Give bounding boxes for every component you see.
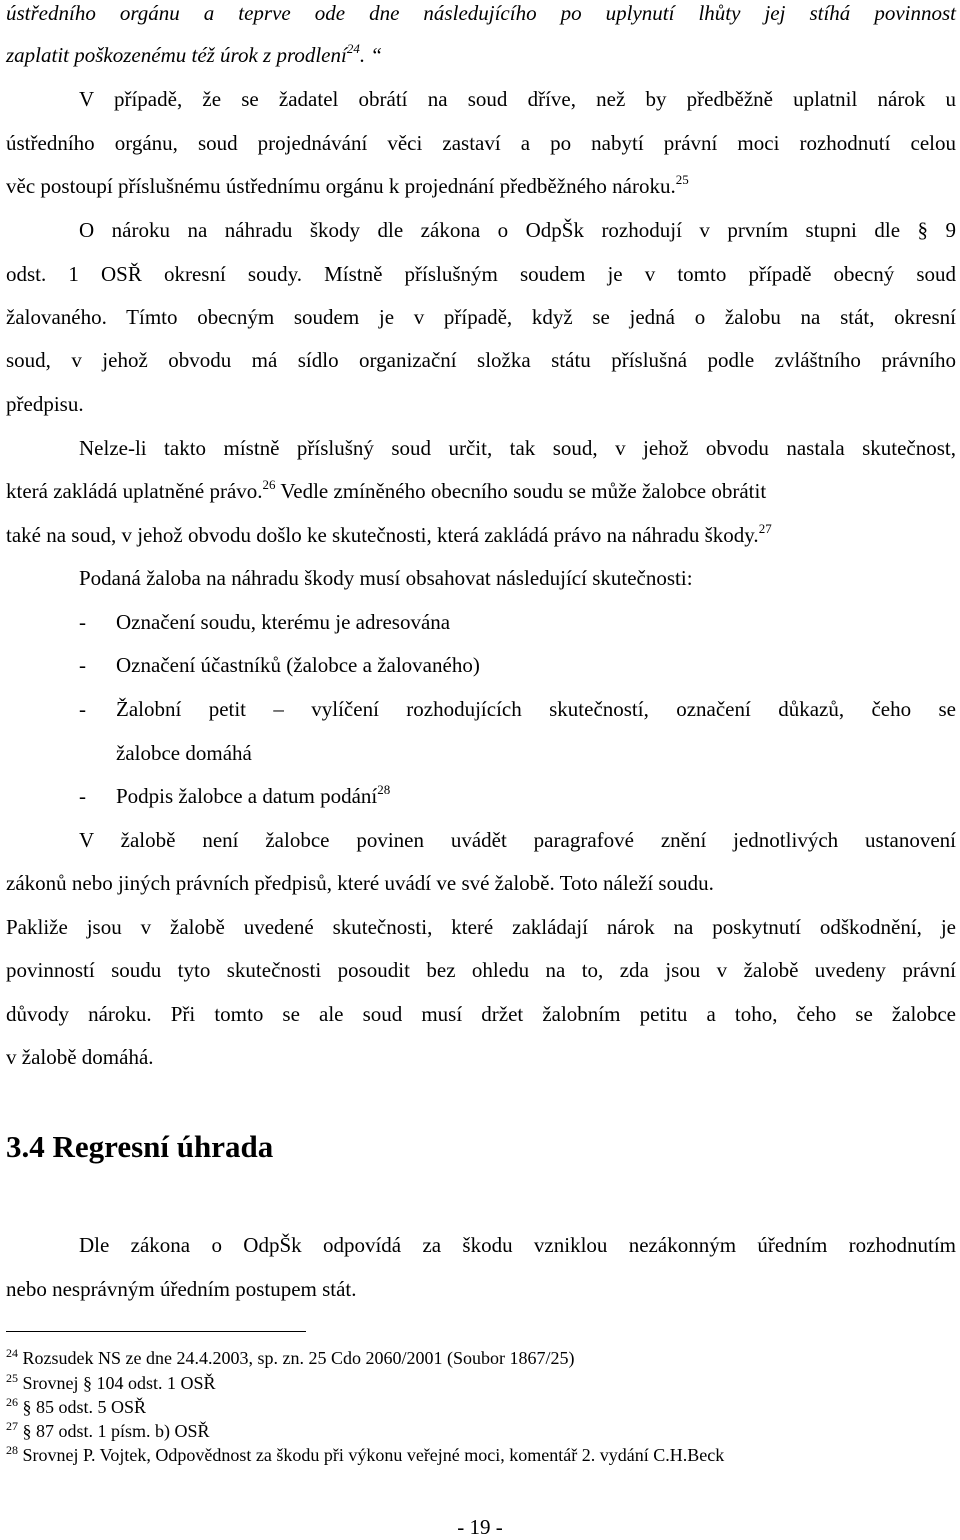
footnote-text: Srovnej P. Vojtek, Odpovědnost za škodu při výkonu veřejné moci, komentář 2. vydání C.H.Beck (22, 1445, 725, 1465)
text-line: předpisu. (6, 392, 84, 416)
list-item (79, 783, 956, 812)
page-number: - 19 - (457, 1515, 503, 1539)
text-segment: věc postoupí příslušnému ústřednímu orgánu k projednání předběžného nároku. (6, 174, 676, 198)
text-line: V případě, že se žadatel obrátí na soud dříve, než by předběžně uplatnil nárok u (79, 87, 956, 111)
list-item (79, 652, 956, 678)
footnote-text: § 85 odst. 5 OSŘ (22, 1397, 147, 1417)
text-line: soud, v jehož obvodu má sídlo organizační složka státu příslušná podle zvláštního právního (6, 348, 956, 372)
list-dash: - (79, 653, 86, 677)
list-item (79, 696, 956, 722)
text-line: nebo nesprávným úředním postupem stát. (6, 1277, 357, 1301)
text-line: V žalobě není žalobce povinen uvádět paragrafové znění jednotlivých ustanovení (79, 828, 956, 852)
text-segment: která zakládá uplatněné právo. (6, 479, 263, 503)
text-segment: zaplatit poškozenému též úrok z prodlení (6, 43, 347, 67)
text-segment: . “ (359, 43, 383, 67)
text-line: povinností soudu tyto skutečnosti posoudit bez ohledu na to, zda jsou v žalobě uvedeny právní (6, 958, 956, 982)
text-line: O nároku na náhradu škody dle zákona o OdpŠk rozhodují v prvním stupni dle § 9 (79, 218, 956, 242)
footnote (6, 1444, 724, 1468)
footnote (6, 1372, 216, 1396)
text-line: zákonů nebo jiných právních předpisů, které uvádí ve své žalobě. Toto náleží soudu. (6, 871, 714, 895)
list-item-text: Podpis žalobce a datum podání (116, 784, 378, 808)
list-item-text: Označení soudu, kterému je adresována (116, 610, 451, 634)
text-line (6, 173, 956, 202)
text-segment: Vedle zmíněného obecního soudu se může žalobce obrátit (275, 479, 767, 503)
text-segment: také na soud, v jehož obvodu došlo ke skutečnosti, která zakládá právo na náhradu škody. (6, 523, 759, 547)
text-line (6, 522, 956, 551)
text-line: v žalobě domáhá. (6, 1045, 154, 1069)
text-line: Dle zákona o OdpŠk odpovídá za škodu vzniklou nezákonným úředním rozhodnutím (79, 1233, 956, 1257)
footnote-text: Srovnej § 104 odst. 1 OSŘ (22, 1373, 216, 1393)
footnote-number: 26 (6, 1395, 18, 1409)
footnote-number: 27 (6, 1419, 18, 1433)
text-line: žalovaného. Tímto obecným soudem je v případě, když se jedná o žalobu na stát, okresní (6, 305, 956, 329)
footnote-text: Rozsudek NS ze dne 24.4.2003, sp. zn. 25 Cdo 2060/2001 (Soubor 1867/25) (22, 1348, 575, 1368)
text-line (6, 42, 956, 71)
text-line: ústředního orgánu, soud projednávání věci zastaví a po nabytí právní moci rozhodnutí celou (6, 131, 956, 155)
list-dash: - (79, 784, 86, 808)
list-item-continuation: žalobce domáhá (116, 741, 252, 765)
list-dash: - (79, 610, 86, 634)
footnote (6, 1347, 574, 1371)
list-item-text: Žalobní petit – vylíčení rozhodujících skutečností, označení důkazů, čeho se (116, 697, 956, 721)
list-item (79, 609, 956, 635)
text-line: Nelze-li takto místně příslušný soud určit, tak soud, v jehož obvodu nastala skutečnost, (79, 436, 956, 460)
footnote-text: § 87 odst. 1 písm. b) OSŘ (22, 1421, 210, 1441)
footnote (6, 1420, 210, 1444)
footnote-ref: 26 (262, 477, 276, 492)
text-line (6, 478, 956, 507)
footnote-ref: 27 (758, 521, 772, 536)
footnote-separator (6, 1331, 306, 1332)
text-line: Pakliže jsou v žalobě uvedené skutečnosti, které zakládají nárok na poskytnutí odškodnění, je (6, 915, 956, 939)
footnote-number: 24 (6, 1346, 18, 1360)
footnote-ref: 25 (675, 172, 689, 187)
section-heading: 3.4 Regresní úhrada (6, 1129, 274, 1164)
footnote-ref: 24 (346, 41, 360, 56)
footnote-number: 25 (6, 1371, 18, 1385)
list-item-text: Označení účastníků (žalobce a žalovaného) (116, 653, 480, 677)
text-line: důvody nároku. Při tomto se ale soud musí držet žalobním petitu a toho, čeho se žalobce (6, 1002, 956, 1026)
text-line: Podaná žaloba na náhradu škody musí obsahovat následující skutečnosti: (79, 566, 693, 590)
footnote (6, 1396, 146, 1420)
footnote-number: 28 (6, 1443, 18, 1457)
text-line: ústředního orgánu a teprve ode dne následujícího po uplynutí lhůty jej stíhá povinnost (6, 1, 956, 25)
list-dash: - (79, 697, 86, 721)
footnote-ref: 28 (377, 782, 391, 797)
text-line: odst. 1 OSŘ okresní soudy. Místně příslušným soudem je v tomto případě obecný soud (6, 262, 956, 286)
